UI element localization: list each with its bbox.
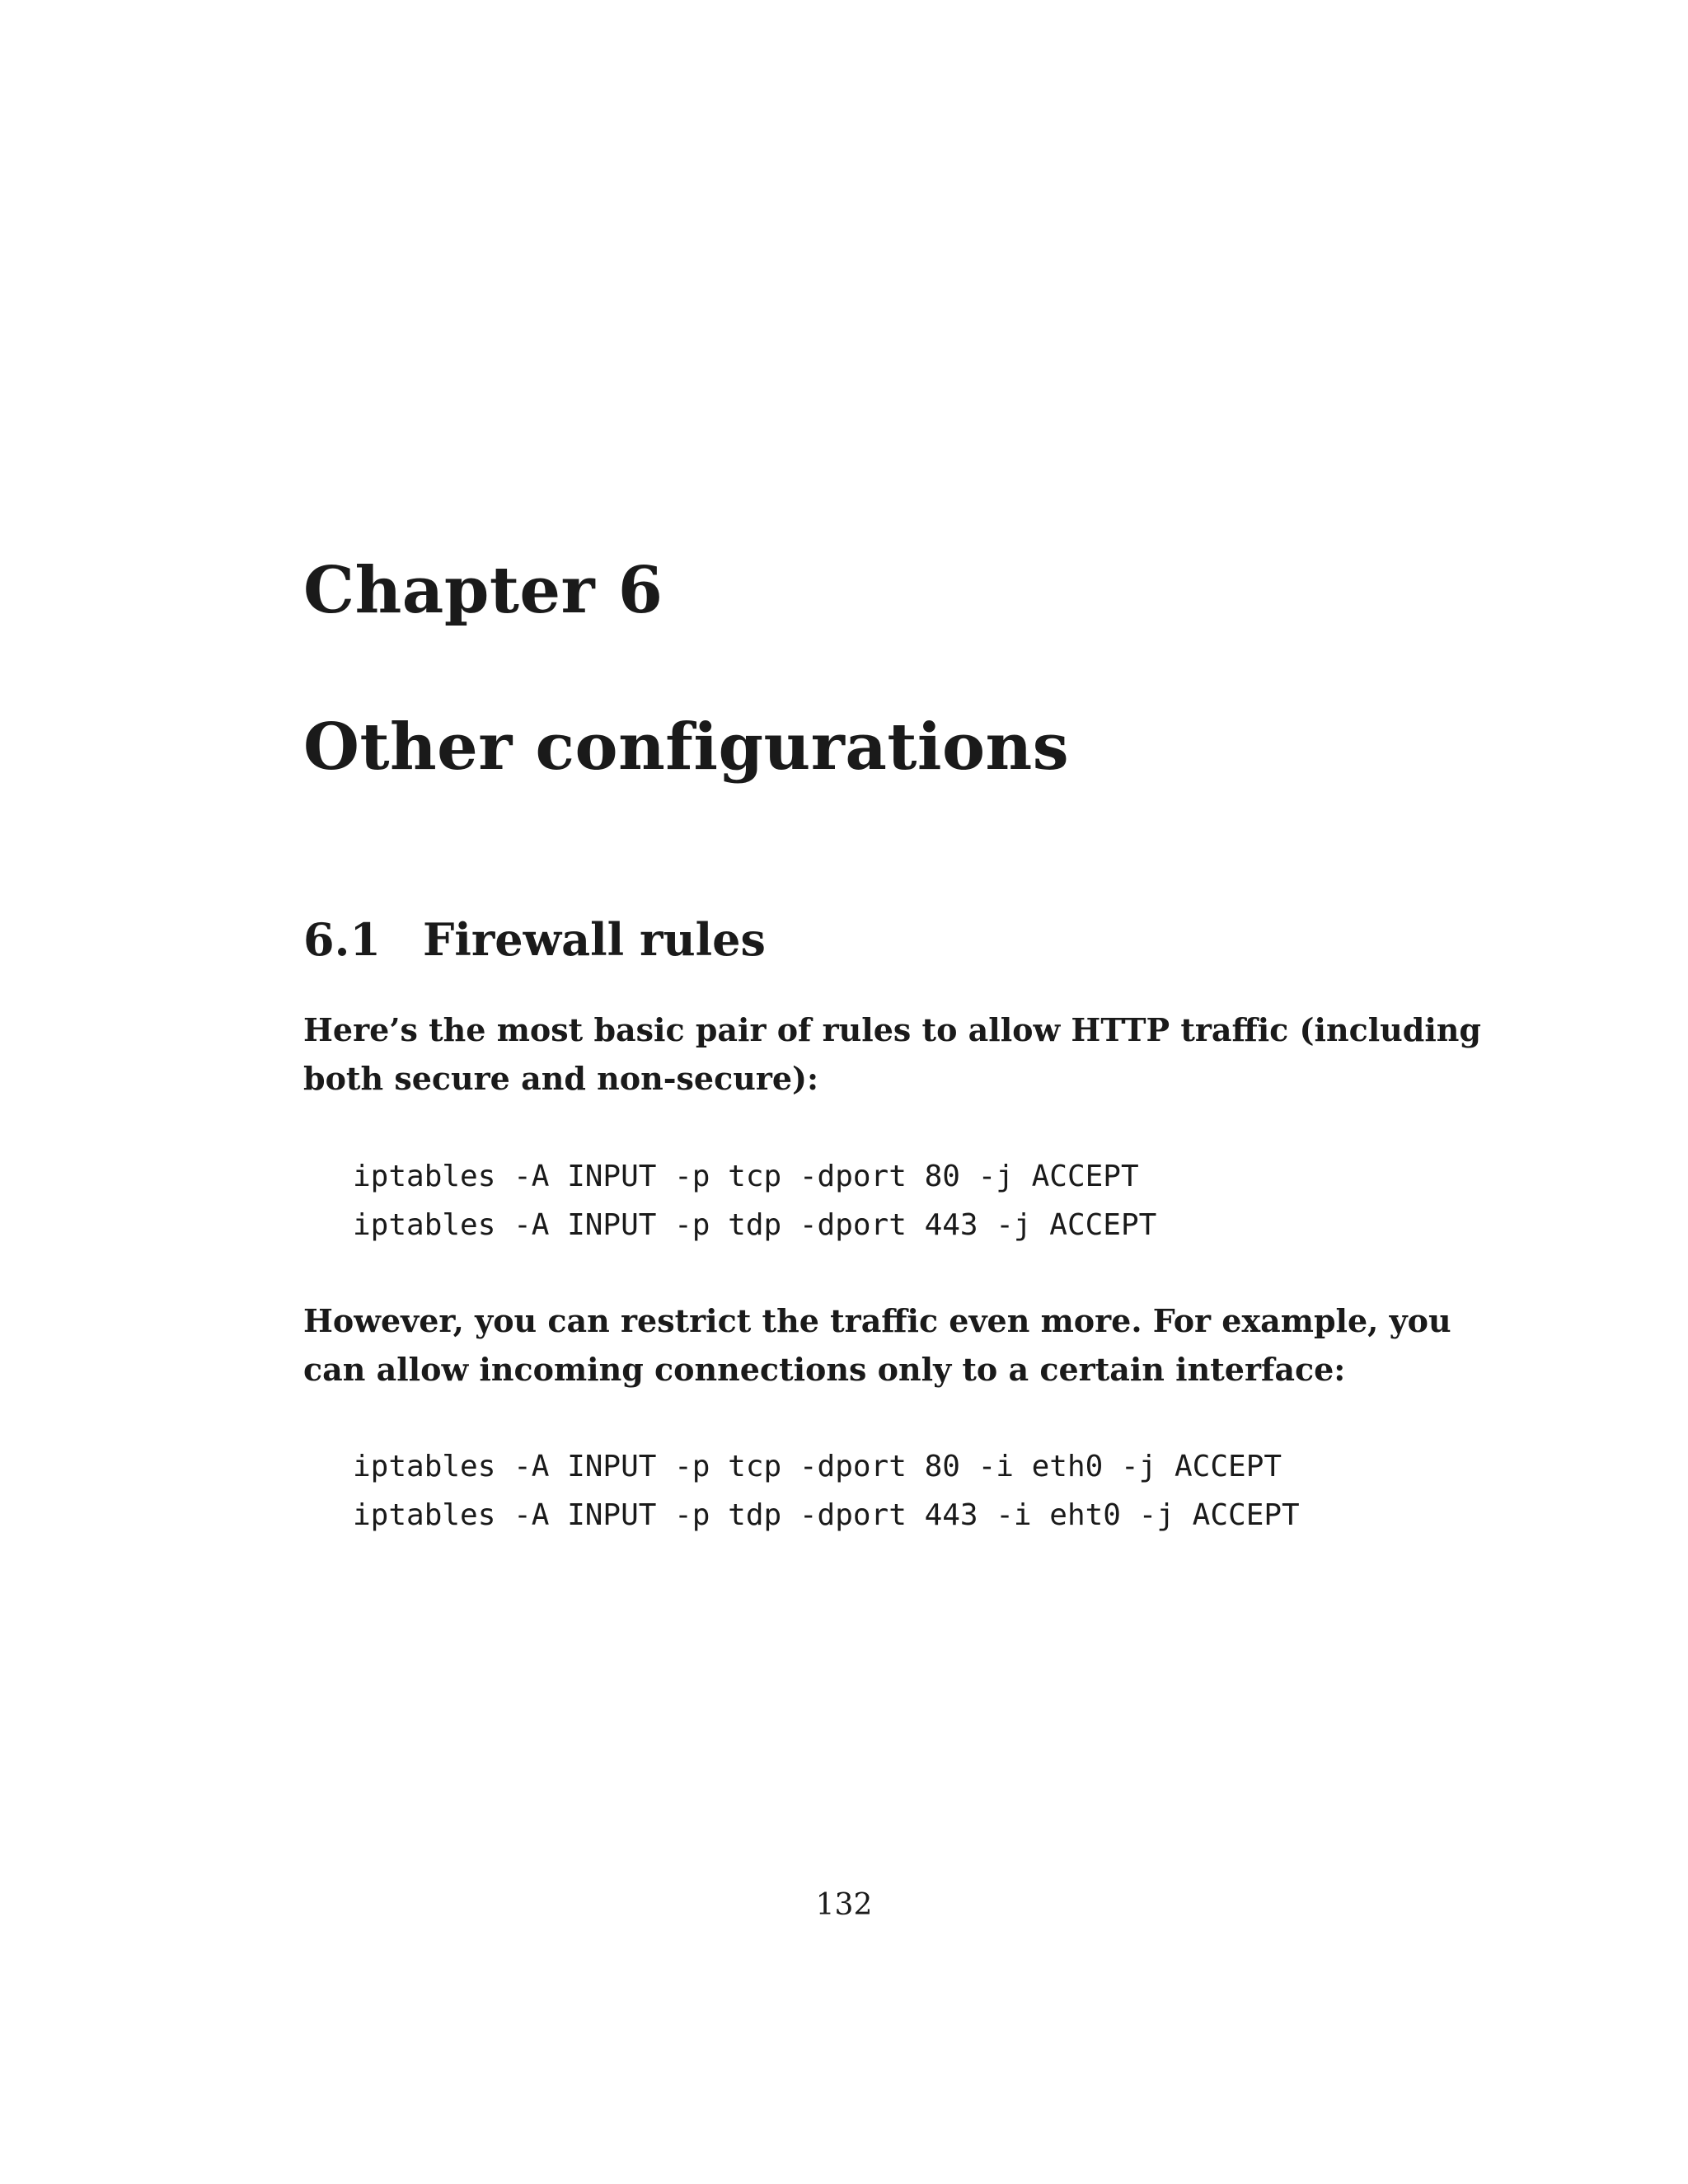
- paragraph-line: both secure and non-secure):: [303, 1060, 819, 1097]
- chapter-title: Other configurations: [303, 710, 1070, 785]
- code-line: iptables -A INPUT -p tcp -dport 80 -i eth0 -j ACCEPT: [353, 1450, 1282, 1483]
- page-number: 132: [815, 1888, 873, 1922]
- chapter-label: Chapter 6: [303, 553, 663, 628]
- paragraph-line: However, you can restrict the traffic even more. For example, you: [303, 1302, 1451, 1339]
- code-block: [353, 1442, 1300, 1540]
- paragraph-line: Here’s the most basic pair of rules to allow HTTP traffic (including: [303, 1011, 1481, 1048]
- code-line: iptables -A INPUT -p tdp -dport 443 -j ACCEPT: [353, 1208, 1157, 1242]
- code-block: [353, 1152, 1156, 1249]
- code-line: iptables -A INPUT -p tdp -dport 443 -i eht0 -j ACCEPT: [353, 1498, 1300, 1532]
- section-title: Firewall rules: [423, 913, 766, 966]
- section-heading: [303, 913, 766, 967]
- code-line: iptables -A INPUT -p tcp -dport 80 -j ACCEPT: [353, 1160, 1139, 1193]
- body-paragraph: [303, 1005, 1481, 1103]
- body-paragraph: [303, 1296, 1451, 1394]
- paragraph-line: can allow incoming connections only to a certain interface:: [303, 1351, 1346, 1388]
- section-number: 6.1: [303, 913, 381, 966]
